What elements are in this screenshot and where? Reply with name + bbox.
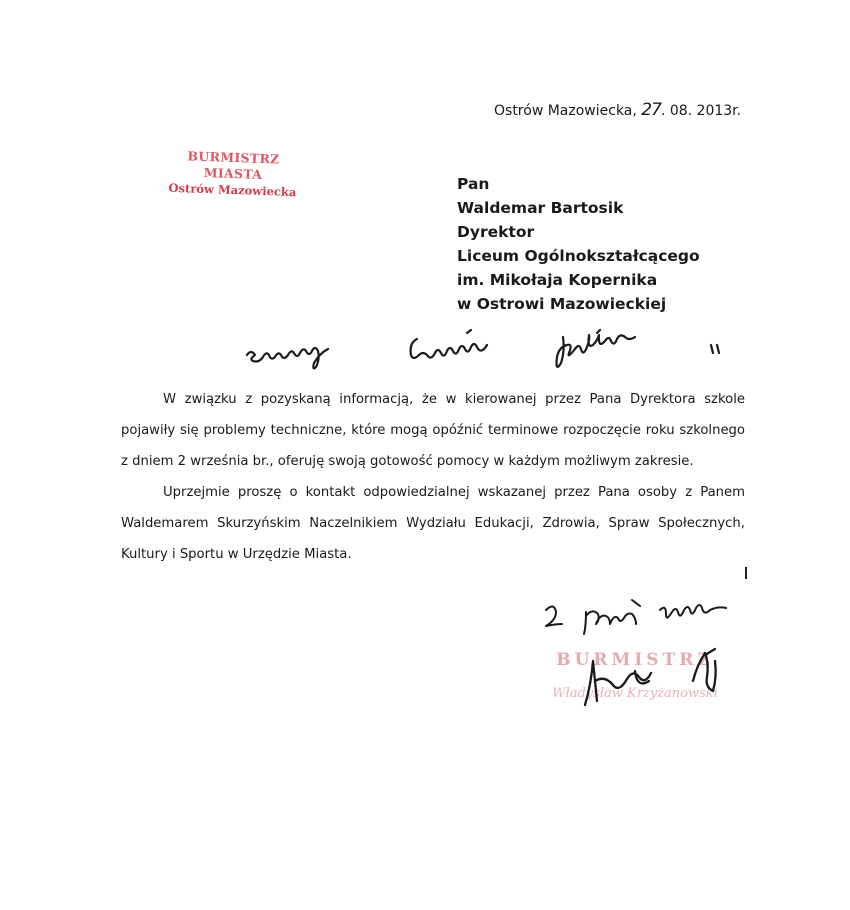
stamp-bottom-title: BURMISTRZ [556,650,714,670]
addressee-line: Pan [457,175,490,193]
closing-scribble [540,596,765,636]
place: Ostrów Mazowiecka, [494,103,637,119]
letter-body [121,384,745,570]
salutation-scribble [245,325,725,375]
body-paragraph: Uprzejmie proszę o kontakt odpowiedzialnej wskazanej przez Pana osoby z Panem Waldemarem Skurzyńskim Naczelnikiem Wydziału Edukacji, Zdrowia, Spraw Społecznych, Kultury i Sportu w Urzędzie Miasta. [121,485,745,562]
handwritten-signature [575,645,745,719]
addressee-line: im. Mikołaja Kopernika [457,271,658,289]
margin-mark [745,567,747,579]
addressee-line: Waldemar Bartosik [457,199,624,217]
stamp-top-line2: Ostrów Mazowiecka [168,180,297,200]
place-and-date [494,100,741,120]
signature-scribble [575,645,745,715]
body-paragraph: W związku z pozyskaną informacją, że w kierowanej przez Pana Dyrektora szkole pojawiły się problemy techniczne, które mogą opóźnić terminowe rozpoczęcie roku szkolnego z dniem 2 września br., oferuję swoją gotowość pomocy w każdym możliwym zakresie. [121,392,745,469]
mayor-stamp-top [157,147,309,200]
addressee-line: w Ostrowi Mazowieckiej [457,295,667,313]
handwritten-salutation [245,325,725,379]
addressee-block [457,172,700,316]
date-rest: . 08. 2013r. [660,103,742,119]
handwritten-closing [540,596,765,640]
date-day-handwritten: 27 [641,100,661,120]
stamp-bottom-name: Władysław Krzyżanowski [552,686,718,701]
stamp-top-line1: BURMISTRZ MIASTA [187,148,280,183]
addressee-line: Liceum Ogólnokształcącego [457,247,700,265]
addressee-line: Dyrektor [457,223,535,241]
